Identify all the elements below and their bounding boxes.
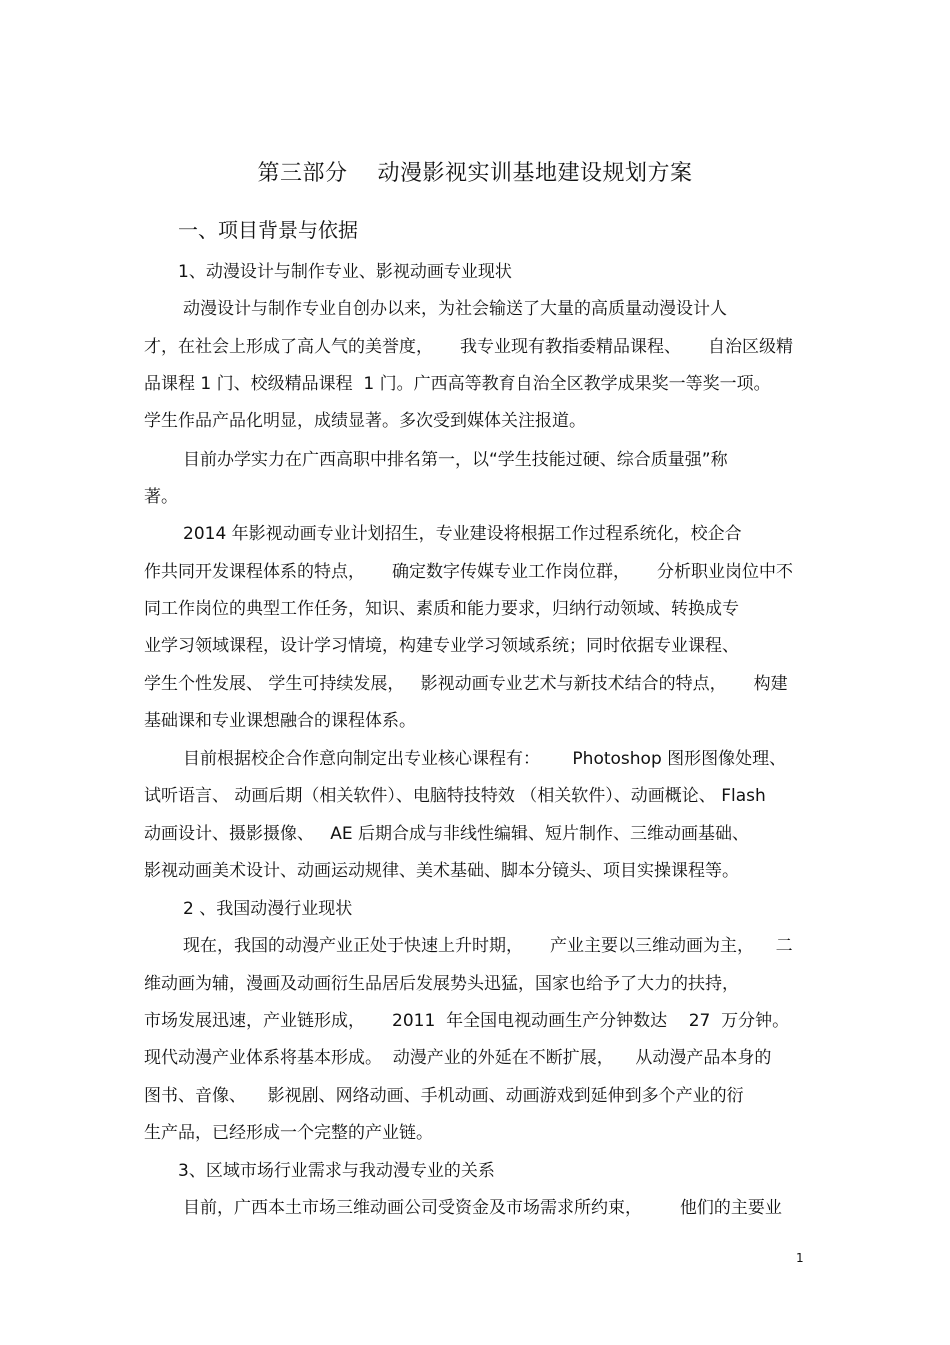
body-line: 才，在社会上形成了高人气的美誉度， 我专业现有教指委精品课程、 自治区级精 (144, 337, 794, 357)
body-line: 2014 年影视动画专业计划招生，专业建设将根据工作过程系统化，校企合 (183, 524, 742, 544)
body-line: 试听语言、 动画后期（相关软件）、电脑特技特效 （相关软件）、动画概论、 Flash (144, 786, 766, 806)
page-title: 第三部分 动漫影视实训基地建设规划方案 (257, 161, 693, 186)
body-line: 业学习领域课程，设计学习情境，构建专业学习领域系统；同时依据专业课程、 (144, 636, 739, 656)
body-line: 品课程 1 门、校级精品课程 1 门。广西高等教育自治全区教学成果奖一等奖一项。 (144, 374, 771, 394)
section-heading: 一、项目背景与依据 (178, 218, 358, 242)
subsection-heading: 3、区域市场行业需求与我动漫专业的关系 (178, 1161, 495, 1181)
body-line: 目前根据校企合作意向制定出专业核心课程有： Photoshop 图形图像处理、 (183, 749, 787, 769)
body-line: 同工作岗位的典型工作任务，知识、素质和能力要求，归纳行动领域、转换成专 (144, 599, 739, 619)
body-line: 目前办学实力在广西高职中排名第一，以“学生技能过硬、综合质量强”称 (183, 450, 728, 470)
body-line: 生产品，已经形成一个完整的产业链。 (144, 1123, 433, 1143)
body-line: 现在，我国的动漫产业正处于快速上升时期， 产业主要以三维动画为主， 二 (183, 936, 793, 956)
body-line: 基础课和专业课想融合的课程体系。 (144, 711, 416, 731)
body-line: 1、动漫设计与制作专业、影视动画专业现状 (178, 262, 512, 282)
body-line: 目前，广西本土市场三维动画公司受资金及市场需求所约束， 他们的主要业 (183, 1198, 782, 1218)
body-line: 影视动画美术设计、动画运动规律、美术基础、脚本分镜头、项目实操课程等。 (144, 861, 739, 881)
body-line: 动漫设计与制作专业自创办以来，为社会输送了大量的高质量动漫设计人 (183, 299, 727, 319)
body-line: 学生个性发展、 学生可持续发展， 影视动画专业艺术与新技术结合的特点， 构建 (144, 674, 788, 694)
body-line: 动画设计、摄影摄像、 AE 后期合成与非线性编辑、短片制作、三维动画基础、 (144, 824, 749, 844)
page-number: 1 (796, 1251, 804, 1265)
body-line: 现代动漫产业体系将基本形成。 动漫产业的外延在不断扩展， 从动漫产品本身的 (144, 1048, 772, 1068)
subsection-heading: 2 、我国动漫行业现状 (183, 899, 353, 919)
body-line: 学生作品产品化明显，成绩显著。多次受到媒体关注报道。 (144, 411, 586, 431)
body-line: 维动画为辅，漫画及动画衍生品居后发展势头迅猛，国家也给予了大力的扶持， (144, 974, 739, 994)
body-line: 图书、音像、 影视剧、网络动画、手机动画、动画游戏到延伸到多个产业的衍 (144, 1086, 744, 1106)
body-line: 市场发展迅速，产业链形成， 2011 年全国电视动画生产分钟数达 27 万分钟。 (144, 1011, 790, 1031)
body-line: 著。 (144, 487, 178, 507)
body-line: 作共同开发课程体系的特点， 确定数字传媒专业工作岗位群， 分析职业岗位中不 (144, 562, 794, 582)
